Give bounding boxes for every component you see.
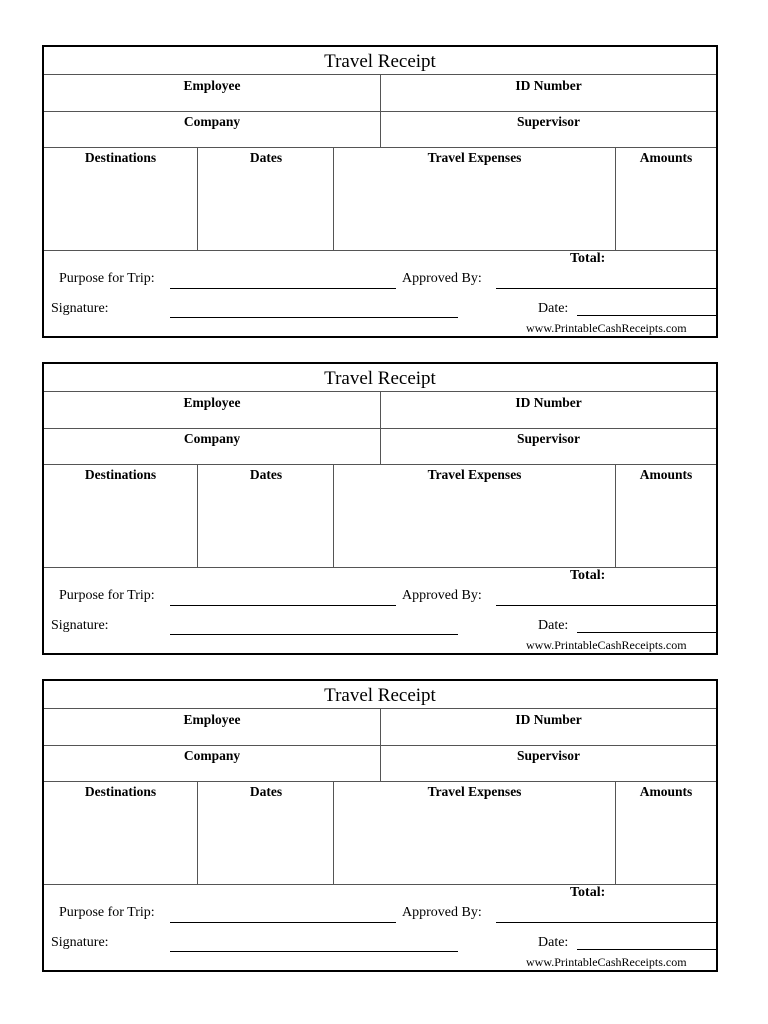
id-number-field[interactable] xyxy=(381,392,716,428)
dates-column[interactable] xyxy=(199,464,334,567)
employee-row xyxy=(44,392,716,429)
date-line[interactable] xyxy=(577,949,716,950)
employee-row xyxy=(44,709,716,746)
approved-by-label: Approved By: xyxy=(402,905,482,920)
id-number-label: ID Number xyxy=(515,78,582,93)
total-label: Total: xyxy=(570,568,606,583)
travel-expenses-column[interactable] xyxy=(334,464,616,567)
dates-header: Dates xyxy=(249,150,283,165)
purpose-line[interactable] xyxy=(170,288,396,289)
receipt-title: Travel Receipt xyxy=(44,364,716,392)
company-field[interactable] xyxy=(44,428,381,464)
company-field[interactable] xyxy=(44,745,381,781)
supervisor-field[interactable] xyxy=(381,428,716,464)
expense-grid xyxy=(44,781,716,885)
id-number-label: ID Number xyxy=(515,712,582,727)
date-label: Date: xyxy=(538,301,569,316)
destinations-header: Destinations xyxy=(84,784,157,799)
signature-label: Signature: xyxy=(51,301,109,316)
dates-header: Dates xyxy=(249,784,283,799)
id-number-field[interactable] xyxy=(381,709,716,745)
date-line[interactable] xyxy=(577,315,716,316)
total-label: Total: xyxy=(570,885,606,900)
date-label: Date: xyxy=(538,618,569,633)
date-label: Date: xyxy=(538,935,569,950)
employee-label: Employee xyxy=(183,395,241,410)
purpose-label: Purpose for Trip: xyxy=(59,588,155,603)
employee-field[interactable] xyxy=(44,75,381,111)
website-url: www.PrintableCashReceipts.com xyxy=(526,955,687,969)
amounts-header: Amounts xyxy=(639,467,693,482)
approved-by-label: Approved By: xyxy=(402,588,482,603)
date-line[interactable] xyxy=(577,632,716,633)
amounts-column[interactable] xyxy=(616,781,716,884)
purpose-label: Purpose for Trip: xyxy=(59,271,155,286)
purpose-line[interactable] xyxy=(170,605,396,606)
dates-column[interactable] xyxy=(199,147,334,250)
company-label: Company xyxy=(183,114,241,129)
signature-line[interactable] xyxy=(170,951,458,952)
signature-label: Signature: xyxy=(51,618,109,633)
total-line[interactable] xyxy=(496,922,716,923)
approved-by-label: Approved By: xyxy=(402,271,482,286)
travel-receipt-form xyxy=(42,679,718,972)
company-label: Company xyxy=(183,431,241,446)
travel-expenses-column[interactable] xyxy=(334,147,616,250)
dates-column[interactable] xyxy=(199,781,334,884)
website-url: www.PrintableCashReceipts.com xyxy=(526,321,687,335)
company-row xyxy=(44,745,716,782)
destinations-column[interactable] xyxy=(44,147,198,250)
amounts-header: Amounts xyxy=(639,150,693,165)
travel-expenses-header: Travel Expenses xyxy=(427,150,522,165)
company-row xyxy=(44,111,716,148)
total-line[interactable] xyxy=(496,605,716,606)
receipt-title: Travel Receipt xyxy=(44,681,716,709)
id-number-field[interactable] xyxy=(381,75,716,111)
amounts-column[interactable] xyxy=(616,464,716,567)
expense-grid xyxy=(44,147,716,251)
total-label: Total: xyxy=(570,251,606,266)
employee-field[interactable] xyxy=(44,709,381,745)
website-url: www.PrintableCashReceipts.com xyxy=(526,638,687,652)
dates-header: Dates xyxy=(249,467,283,482)
employee-row xyxy=(44,75,716,112)
amounts-column[interactable] xyxy=(616,147,716,250)
purpose-label: Purpose for Trip: xyxy=(59,905,155,920)
supervisor-label: Supervisor xyxy=(516,748,580,763)
signature-line[interactable] xyxy=(170,634,458,635)
supervisor-label: Supervisor xyxy=(516,114,580,129)
supervisor-field[interactable] xyxy=(381,111,716,147)
company-label: Company xyxy=(183,748,241,763)
supervisor-label: Supervisor xyxy=(516,431,580,446)
employee-label: Employee xyxy=(183,712,241,727)
signature-line[interactable] xyxy=(170,317,458,318)
supervisor-field[interactable] xyxy=(381,745,716,781)
receipt-title: Travel Receipt xyxy=(44,47,716,75)
purpose-line[interactable] xyxy=(170,922,396,923)
id-number-label: ID Number xyxy=(515,395,582,410)
amounts-header: Amounts xyxy=(639,784,693,799)
destinations-column[interactable] xyxy=(44,464,198,567)
destinations-header: Destinations xyxy=(84,150,157,165)
travel-receipt-form xyxy=(42,362,718,655)
travel-expenses-column[interactable] xyxy=(334,781,616,884)
destinations-header: Destinations xyxy=(84,467,157,482)
travel-expenses-header: Travel Expenses xyxy=(427,784,522,799)
employee-label: Employee xyxy=(183,78,241,93)
travel-receipt-form xyxy=(42,45,718,338)
travel-expenses-header: Travel Expenses xyxy=(427,467,522,482)
company-field[interactable] xyxy=(44,111,381,147)
destinations-column[interactable] xyxy=(44,781,198,884)
signature-label: Signature: xyxy=(51,935,109,950)
total-line[interactable] xyxy=(496,288,716,289)
company-row xyxy=(44,428,716,465)
employee-field[interactable] xyxy=(44,392,381,428)
expense-grid xyxy=(44,464,716,568)
